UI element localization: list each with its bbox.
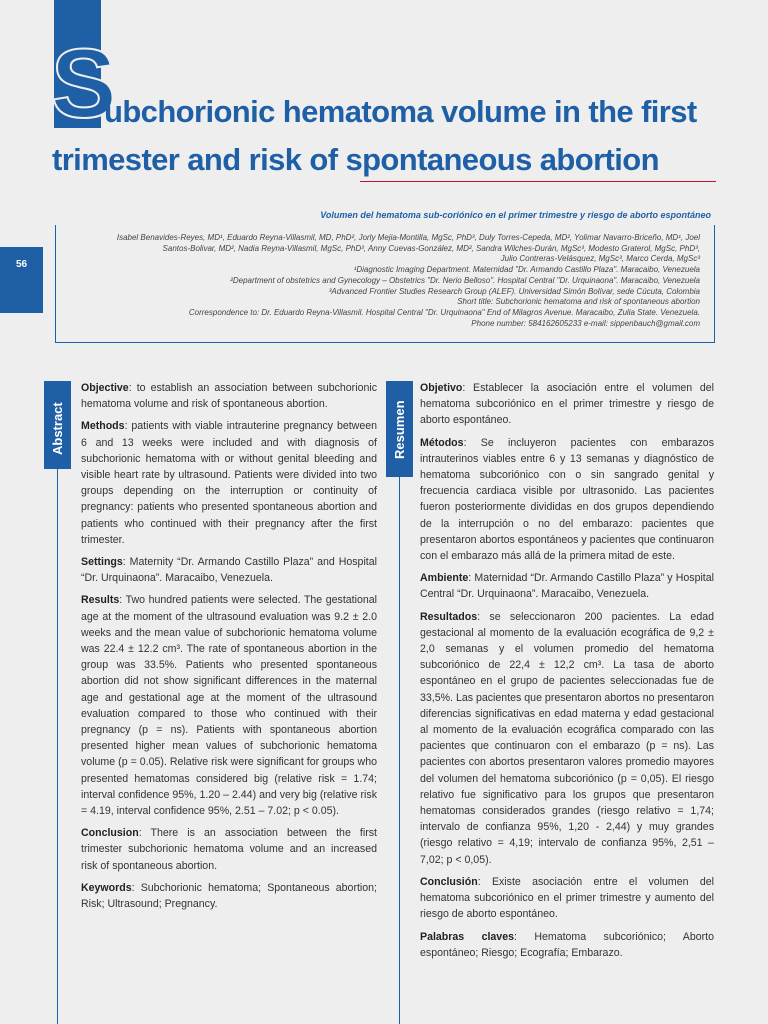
section-label: Methods <box>81 420 125 433</box>
resumen-rule <box>399 477 400 1024</box>
contact-line: Phone number: 584162605233 e-mail: sippenbauch@gmail.com <box>471 318 700 328</box>
section-label: Métodos <box>420 436 464 449</box>
section-label: Resultados <box>420 610 478 623</box>
resumen-ambiente <box>420 570 714 602</box>
short-title-line: Short title: Subchorionic hematoma and risk of spontaneous abortion <box>457 297 700 307</box>
section-text: : Maternidad “Dr. Armando Castillo Plaza” y Hospital Central “Dr. Urquinaona”. Maracaibo, Venezuela. <box>420 572 714 601</box>
abstract-conclusion <box>81 825 377 874</box>
resumen-palabras-claves <box>420 929 714 961</box>
abstract-settings <box>81 554 377 586</box>
section-text: : Se incluyeron pacientes con embarazos intrauterinos viables entre 6 y 13 semanas y diagnóstico de hematoma subcoriónico con o sin sangrado genital y frecuencia cardiaca visible por ultrasonido. Las pacientes fueron posteriormente divididas en dos grupos dependiendo de la interrupción o no del embarazo: pacientes que presentaron abortos espontáneos y pacientes que continuaron con el embarazo más allá de la primera mitad de este. <box>420 436 714 563</box>
section-text: : Hematoma subcoriónico; Aborto espontáneo; Riesgo; Ecografía; Embarazo. <box>420 930 714 959</box>
title-line-2: trimester and risk of spontaneous abortion <box>52 142 659 177</box>
spanish-subtitle: Volumen del hematoma sub-coriónico en el primer trimestre y riesgo de aborto espontáneo <box>320 210 711 220</box>
section-text: : Subchorionic hematoma; Spontaneous abortion; Risk; Ultrasound; Pregnancy. <box>81 881 377 911</box>
abstract-rule <box>57 469 58 1024</box>
affiliation-line: ¹Diagnostic Imaging Department. Maternidad "Dr. Armando Castillo Plaza". Maracaibo, Venezuela <box>353 265 700 275</box>
abstract-objective <box>81 380 377 412</box>
abstract-results <box>81 592 377 819</box>
abstract-keywords <box>81 880 377 912</box>
section-label: Keywords <box>81 881 132 894</box>
section-text: : se seleccionaron 200 pacientes. La edad gestacional al momento de la evaluación ecográfica de 9,2 ± 2,0 semanas y el volumen promedio del hematoma subcoriónico de 22,4 ± 12,2 cm³. La tasa de aborto espontáneo en el grupo de pacientes seleccionadas fue de 33,5%. Las pacientes que presentaron abortos no presentaron diferencias significativas en edad materna y edad gestacional al momento de la evaluación ecográfica comparado con las pacientes que continuaron con el embarazo (p = ns). Las pacientes con abortos presentaron valores promedio mayores del volumen del hematoma subcoriónico (p = 0,05). El riesgo relativo fue significativo para los grupos que presentaron hematomas considerados grandes (riesgo relativo = 1,74; intervalo de confianza 95%, 1,20 - 2,44) y muy grandes (riesgo relativo = 4,19; intervalo de confianza 95%, 2,51 – 7,02; p < 0,05). <box>420 610 714 866</box>
abstract-column <box>81 380 377 918</box>
section-label: Objective <box>81 382 129 394</box>
correspondence-line: Correspondence to: Dr. Eduardo Reyna-Villasmil. Hospital Central "Dr. Urquinaona" End of Milagros Avenue. Maracaibo, Zulia State. Venezuela. <box>188 307 700 317</box>
title-drop-cap: S <box>51 28 117 138</box>
section-text: : There is an association between the first trimester subchorionic hematoma volume and an increased risk of spontaneous abortion. <box>81 827 377 872</box>
resumen-objetivo <box>420 380 714 429</box>
resumen-column <box>420 380 714 967</box>
section-label: Ambiente <box>420 572 469 585</box>
resumen-tab-label: Resumen <box>392 400 407 459</box>
resumen-conclusion <box>420 874 714 923</box>
section-text: : patients with viable intrauterine pregnancy between 6 and 13 weeks were included and with diagnosis of subchorionic hematoma with or without genital bleeding and visible heart rate by ultrasound. Patients were divided into two groups depending on the interruption or continuity of pregnancy: patients who presented spontaneous abortion and patients who continued with their pregnancy after the first trimester. <box>81 420 377 546</box>
affiliation-line: ³Advanced Frontier Studies Research Group (ALEF). Universidad Simón Bolívar, sede Cúcuta, Colombia <box>328 286 700 296</box>
title-line-1: ubchorionic hematoma volume in the first <box>104 94 697 129</box>
section-label: Conclusión <box>420 875 478 888</box>
author-line: Julio Contreras-Velásquez, MgSc³, Marco Cerda, MgSc³ <box>500 254 700 264</box>
resumen-metodos <box>420 435 714 565</box>
section-text: : to establish an association between subchorionic hematoma volume and risk of spontaneous abortion. <box>81 382 377 411</box>
resumen-resultados <box>420 609 714 868</box>
section-text: : Existe asociación entre el volumen del hematoma subcoriónico en el primer trimestre y aumento del riesgo de aborto espontáneo. <box>420 875 714 921</box>
section-label: Settings <box>81 556 123 569</box>
section-label: Results <box>81 594 120 607</box>
author-line: Isabel Benavides-Reyes, MD¹, Eduardo Reyna-Villasmil, MD, PhD², Jorly Mejia-Montilla, MgSc, PhD³, Duly Torres-Cepeda, MD², Yolimar Navarro-Briceño, MD¹, Joel <box>116 233 700 242</box>
abstract-methods <box>81 418 377 548</box>
title-underline <box>360 181 716 182</box>
author-info <box>70 233 700 329</box>
section-label: Palabras claves <box>420 930 514 943</box>
section-label: Conclusion <box>81 827 139 840</box>
affiliation-line: ²Department of obstetrics and Gynecology – Obstetrics "Dr. Nerio Belloso". Hospital Central "Dr. Urquinaona". Maracaibo, Venezuela <box>230 275 700 285</box>
page-number: 56 <box>15 259 28 270</box>
section-text: : Establecer la asociación entre el volumen del hematoma subcoriónico en el primer trimestre y riesgo de aborto espontáneo. <box>420 382 714 427</box>
page-number-tab <box>0 247 43 313</box>
abstract-tab-label: Abstract <box>50 402 65 455</box>
section-text: : Maternity “Dr. Armando Castillo Plaza” and Hospital “Dr. Urquinaona”. Maracaibo, Venezuela. <box>81 556 377 585</box>
section-label: Objetivo <box>420 382 463 394</box>
author-line: Santos-Bolivar, MD², Nadia Reyna-Villasmil, MgSc, PhD³, Anny Cuevas-González, MD², Sandra Wilches-Durán, MgSc³, Modesto Graterol, MgSc, PhD³, <box>162 243 700 253</box>
section-text: : Two hundred patients were selected. The gestational age at the moment of the ultrasound evaluation was 9.2 ± 2.0 weeks and the mean value of subchorionic hematoma volume was 22.4 ± 12.2 cm³. The rate of spontaneous abortion in the group was 33.5%. Patients who presented spontaneous abortion did not show significant differences in the maternal age and gestational age at the moment of the ultrasound evaluation compared to those who continued with their pregnancy (p = ns). Patients with spontaneous abortion presented higher mean values of subchorionic hematoma volume (p = 0.05). Relative risk were significant for groups who presented hematomas considered big (relative risk = 1.74; interval confidence 95%, 1.20 – 2.44) and very big (relative risk = 4.19, interval confidence 95%, 2.51 – 7.02; p < 0.05). <box>81 594 377 818</box>
